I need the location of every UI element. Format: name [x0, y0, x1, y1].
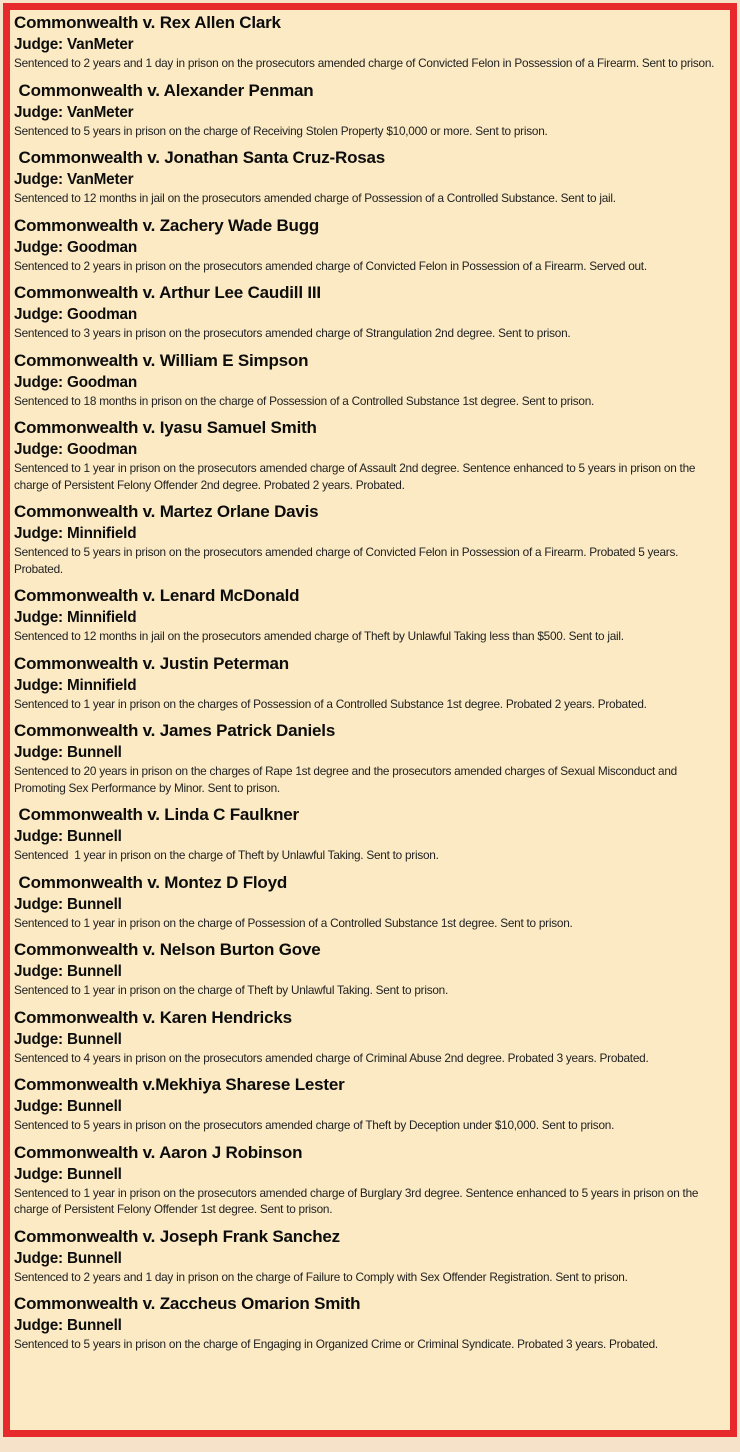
case-summary: Sentenced to 18 months in prison on the charge of Possession of a Controlled Substance 1st degree. Sent to prison.: [14, 393, 595, 408]
case-title: Commonwealth v. Nelson Burton Gove: [14, 940, 321, 959]
case-entry: [14, 417, 728, 493]
case-entry: [14, 501, 728, 577]
case-title: Commonwealth v. Rex Allen Clark: [14, 13, 281, 32]
case-judge: Judge: Goodman: [14, 441, 137, 458]
case-entry: [14, 1074, 728, 1134]
case-summary: Sentenced 1 year in prison on the charge of Theft by Unlawful Taking. Sent to prison.: [14, 848, 439, 862]
case-entry: [14, 147, 728, 207]
case-summary: Sentenced to 1 year in prison on the charge of Theft by Unlawful Taking. Sent to prison.: [14, 983, 448, 997]
case-judge: Judge: Bunnell: [14, 1317, 122, 1334]
case-judge: Judge: Goodman: [14, 306, 137, 323]
case-judge: Judge: VanMeter: [14, 36, 134, 53]
case-summary: Sentenced to 5 years in prison on the prosecutors amended charge of Convicted Felon in Possession of a Firearm. Probated 5 years. Probated.: [14, 545, 682, 576]
case-summary: Sentenced to 1 year in prison on the charges of Possession of a Controlled Substance 1st degree. Probated 2 years. Probated.: [14, 696, 647, 711]
case-title: Commonwealth v. Joseph Frank Sanchez: [14, 1226, 340, 1246]
case-judge: Judge: Bunnell: [14, 828, 122, 845]
case-summary: Sentenced to 1 year in prison on the prosecutors amended charge of Assault 2nd degree. Sentence enhanced to 5 years in prison on the charge of Persistent Felony Offender 2nd degree. Probated 2 years. Probated.: [14, 461, 699, 492]
case-title: Commonwealth v. Justin Peterman: [14, 653, 289, 673]
case-judge: Judge: Goodman: [14, 238, 137, 256]
case-summary: Sentenced to 1 year in prison on the prosecutors amended charge of Burglary 3rd degree. Sentence enhanced to 5 years in prison on the charge of Persistent Felony Offender 1st degree. Sent to prison.: [14, 1185, 702, 1216]
case-judge: Judge: Minnifield: [14, 525, 137, 542]
case-summary: Sentenced to 3 years in prison on the prosecutors amended charge of Strangulation 2nd degree. Sent to prison.: [14, 326, 571, 340]
case-summary: Sentenced to 12 months in jail on the prosecutors amended charge of Theft by Unlawful Taking less than $500. Sent to jail.: [14, 629, 624, 643]
case-entry: [14, 585, 728, 645]
case-entry: [14, 12, 728, 72]
case-title: Commonwealth v. Linda C Faulkner: [14, 805, 299, 824]
case-title: Commonwealth v. Karen Hendricks: [14, 1007, 292, 1027]
case-title: Commonwealth v. James Patrick Daniels: [14, 721, 336, 740]
case-judge: Judge: Bunnell: [14, 963, 122, 980]
case-summary: Sentenced to 2 years in prison on the prosecutors amended charge of Convicted Felon in Possession of a Firearm. Served out.: [14, 258, 647, 273]
case-judge: Judge: Minnifield: [14, 609, 137, 626]
case-judge: Judge: Bunnell: [14, 1249, 122, 1267]
case-entry: [14, 720, 728, 796]
case-judge: Judge: Bunnell: [14, 1098, 122, 1115]
case-entry: [14, 1293, 728, 1353]
case-judge: Judge: Bunnell: [14, 744, 122, 761]
case-summary: Sentenced to 12 months in jail on the prosecutors amended charge of Possession of a Controlled Substance. Sent to jail.: [14, 191, 616, 205]
court-report-panel: [3, 3, 737, 1437]
case-summary: Sentenced to 20 years in prison on the charges of Rape 1st degree and the prosecutors amended charges of Sexual Misconduct and Promoting Sex Performance by Minor. Sent to prison.: [14, 764, 681, 795]
case-summary: Sentenced to 5 years in prison on the charge of Receiving Stolen Property $10,000 or more. Sent to prison.: [14, 123, 548, 138]
case-summary: Sentenced to 1 year in prison on the charge of Possession of a Controlled Substance 1st degree. Sent to prison.: [14, 915, 573, 930]
case-title: Commonwealth v. William E Simpson: [14, 350, 309, 370]
case-entry: [14, 80, 728, 140]
case-entry: [14, 282, 728, 342]
case-judge: Judge: Bunnell: [14, 1165, 122, 1183]
case-summary: Sentenced to 2 years and 1 day in prison on the prosecutors amended charge of Convicted Felon in Possession of a Firearm. Sent to prison.: [14, 56, 715, 70]
case-judge: Judge: Goodman: [14, 373, 137, 391]
case-title: Commonwealth v. Montez D Floyd: [14, 872, 288, 892]
case-title: Commonwealth v. Arthur Lee Caudill III: [14, 283, 321, 302]
case-entry: [14, 872, 728, 932]
case-title: Commonwealth v. Martez Orlane Davis: [14, 502, 319, 521]
case-entry: [14, 653, 728, 713]
case-entry: [14, 1142, 728, 1218]
case-title: Commonwealth v. Jonathan Santa Cruz-Rosas: [14, 148, 386, 167]
case-title: Commonwealth v.Mekhiya Sharese Lester: [14, 1075, 345, 1094]
case-entry: [14, 215, 728, 275]
case-summary: Sentenced to 2 years and 1 day in prison on the charge of Failure to Comply with Sex Offender Registration. Sent to prison.: [14, 1269, 628, 1284]
case-title: Commonwealth v. Zaccheus Omarion Smith: [14, 1294, 361, 1313]
case-title: Commonwealth v. Zachery Wade Bugg: [14, 215, 320, 235]
case-summary: Sentenced to 4 years in prison on the prosecutors amended charge of Criminal Abuse 2nd degree. Probated 3 years. Probated.: [14, 1050, 649, 1065]
case-entry: [14, 804, 728, 864]
case-judge: Judge: VanMeter: [14, 103, 134, 121]
case-entry: [14, 1226, 728, 1286]
case-entry: [14, 1007, 728, 1067]
case-title: Commonwealth v. Aaron J Robinson: [14, 1142, 303, 1162]
case-judge: Judge: VanMeter: [14, 171, 134, 188]
case-summary: Sentenced to 5 years in prison on the charge of Engaging in Organized Crime or Criminal Syndicate. Probated 3 years. Probated.: [14, 1337, 658, 1351]
case-summary: Sentenced to 5 years in prison on the prosecutors amended charge of Theft by Deception under $10,000. Sent to prison.: [14, 1118, 615, 1132]
case-entry: [14, 350, 728, 410]
case-judge: Judge: Bunnell: [14, 1030, 122, 1048]
case-title: Commonwealth v. Alexander Penman: [14, 80, 314, 100]
case-entry: [14, 939, 728, 999]
case-title: Commonwealth v. Lenard McDonald: [14, 586, 300, 605]
case-judge: Judge: Minnifield: [14, 676, 137, 694]
case-title: Commonwealth v. Iyasu Samuel Smith: [14, 418, 317, 437]
case-judge: Judge: Bunnell: [14, 895, 122, 913]
